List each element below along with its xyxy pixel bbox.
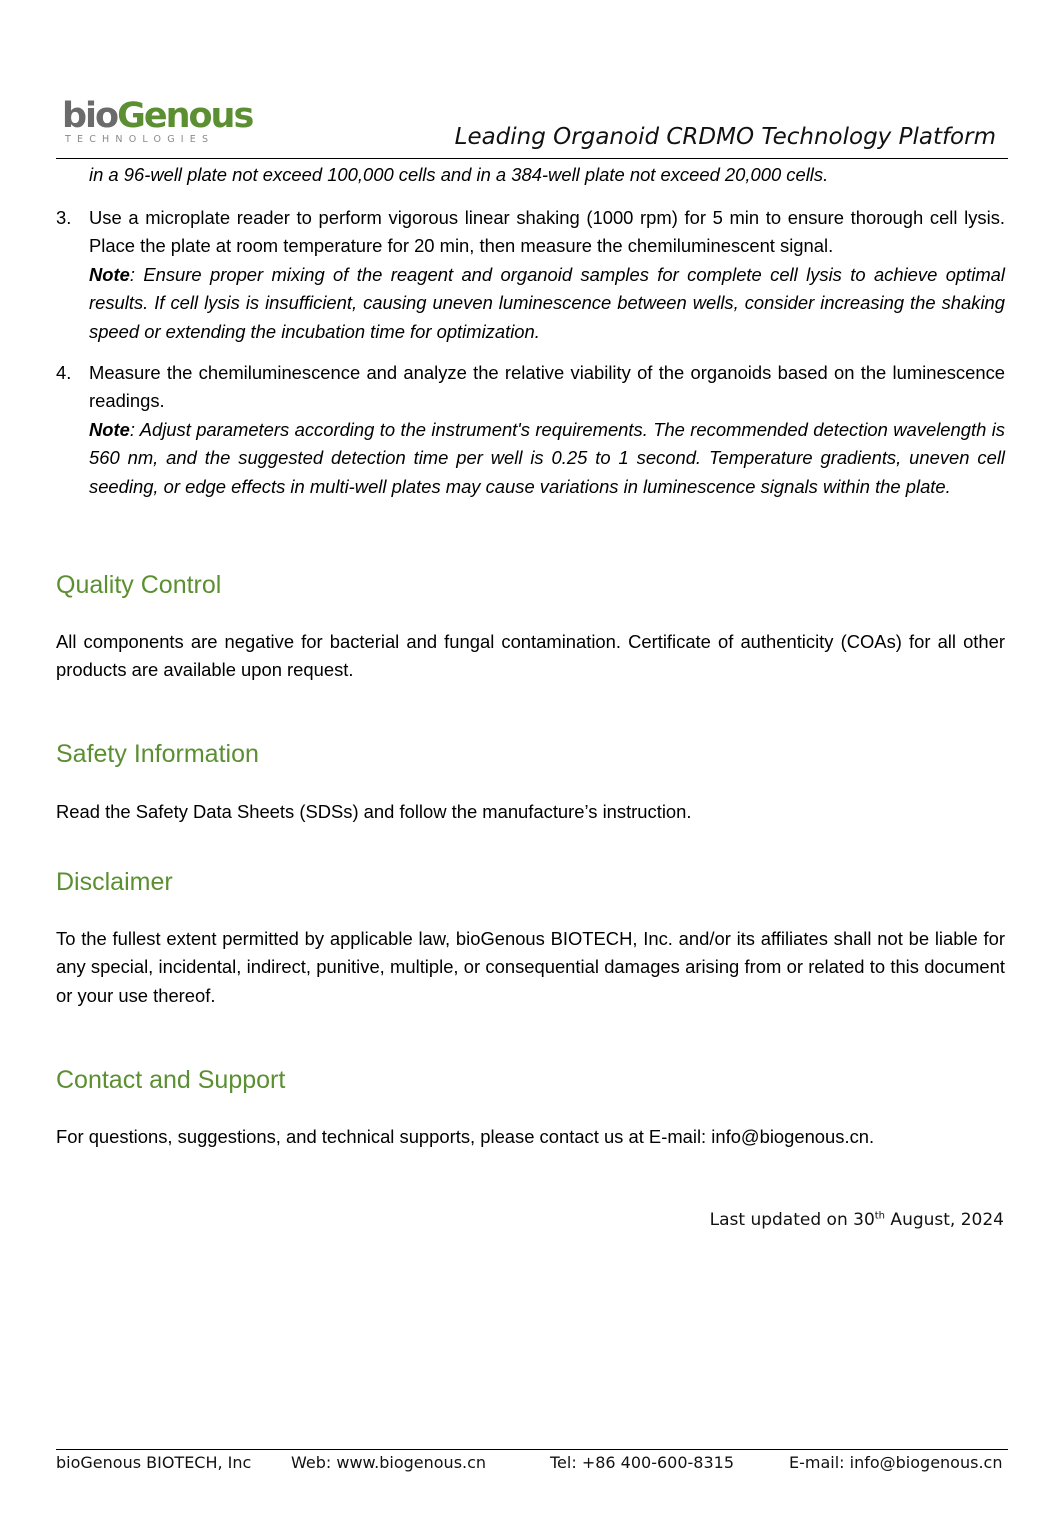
header-divider xyxy=(56,158,1008,159)
section-title-quality-control: Quality Control xyxy=(56,571,222,599)
company-logo xyxy=(62,98,252,145)
quality-control-text: All components are negative for bacterial and fungal contamination. Certificate of authenticity (COAs) for all other products are available upon request. xyxy=(56,631,1005,681)
contact-support-text: For questions, suggestions, and technical supports, please contact us at E-mail: info@biogenous.cn. xyxy=(56,1126,875,1147)
note-label: Note xyxy=(89,418,130,440)
note-text: : Ensure proper mixing of the reagent and organoid samples for complete cell lysis to achieve optimal results. If cell lysis is insufficient, causing uneven luminescence between wells, consider increasing the shaking speed or extending the incubation time for optimization. xyxy=(89,263,1005,342)
footer-web: Web: www.biogenous.cn xyxy=(291,1453,487,1472)
logo-subtitle: TECHNOLOGIES xyxy=(65,134,215,145)
safety-information-text: Read the Safety Data Sheets (SDSs) and follow the manufacture’s instruction. xyxy=(56,801,692,822)
disclaimer-text: To the fullest extent permitted by applicable law, bioGenous BIOTECH, Inc. and/or its affiliates shall not be liable for any special, incidental, indirect, punitive, multiple, or consequential damages arising from or related to this document or your use thereof. xyxy=(56,928,1005,1006)
footer-divider xyxy=(56,1449,1008,1450)
step-note xyxy=(89,261,1005,346)
step-note xyxy=(89,416,1005,501)
section-title-contact-support: Contact and Support xyxy=(56,1066,286,1094)
logo-bio: bio xyxy=(62,96,118,136)
note-label: Note xyxy=(89,263,130,285)
last-updated-sup: th xyxy=(874,1210,886,1222)
last-updated-suffix: August, 2024 xyxy=(885,1210,1004,1230)
section-title-safety-information: Safety Information xyxy=(56,740,259,768)
last-updated xyxy=(710,1210,1004,1230)
step-text: Use a microplate reader to perform vigorous linear shaking (1000 rpm) for 5 min to ensure thorough cell lysis. Place the plate at room temperature for 20 min, then measure the chemiluminescent signal. xyxy=(89,207,1005,257)
last-updated-prefix: Last updated on 30 xyxy=(709,1210,875,1230)
step-text: Measure the chemiluminescence and analyze the relative viability of the organoids based on the luminescence readings. xyxy=(89,362,1005,412)
logo-genous: Genous xyxy=(117,96,253,136)
header-tagline: Leading Organoid CRDMO Technology Platform xyxy=(454,124,996,150)
step-number: 3. xyxy=(56,207,72,228)
footer-company: bioGenous BIOTECH, Inc xyxy=(56,1453,252,1472)
footer-tel: Tel: +86 400-600-8315 xyxy=(550,1453,735,1472)
footer-email: E-mail: info@biogenous.cn xyxy=(789,1453,1003,1472)
section-title-disclaimer: Disclaimer xyxy=(56,868,173,896)
logo-wordmark xyxy=(62,98,252,134)
note-text: : Adjust parameters according to the instrument's requirements. The recommended detection wavelength is 560 nm, and the suggested detection time per well is 0.25 to 1 second. Temperature gradients, uneven cell seeding, or edge effects in multi-well plates may cause variations in luminescence signals within the plate. xyxy=(89,418,1005,497)
continuation-text: in a 96-well plate not exceed 100,000 cells and in a 384-well plate not exceed 20,000 cells. xyxy=(89,164,829,185)
step-number: 4. xyxy=(56,362,72,383)
